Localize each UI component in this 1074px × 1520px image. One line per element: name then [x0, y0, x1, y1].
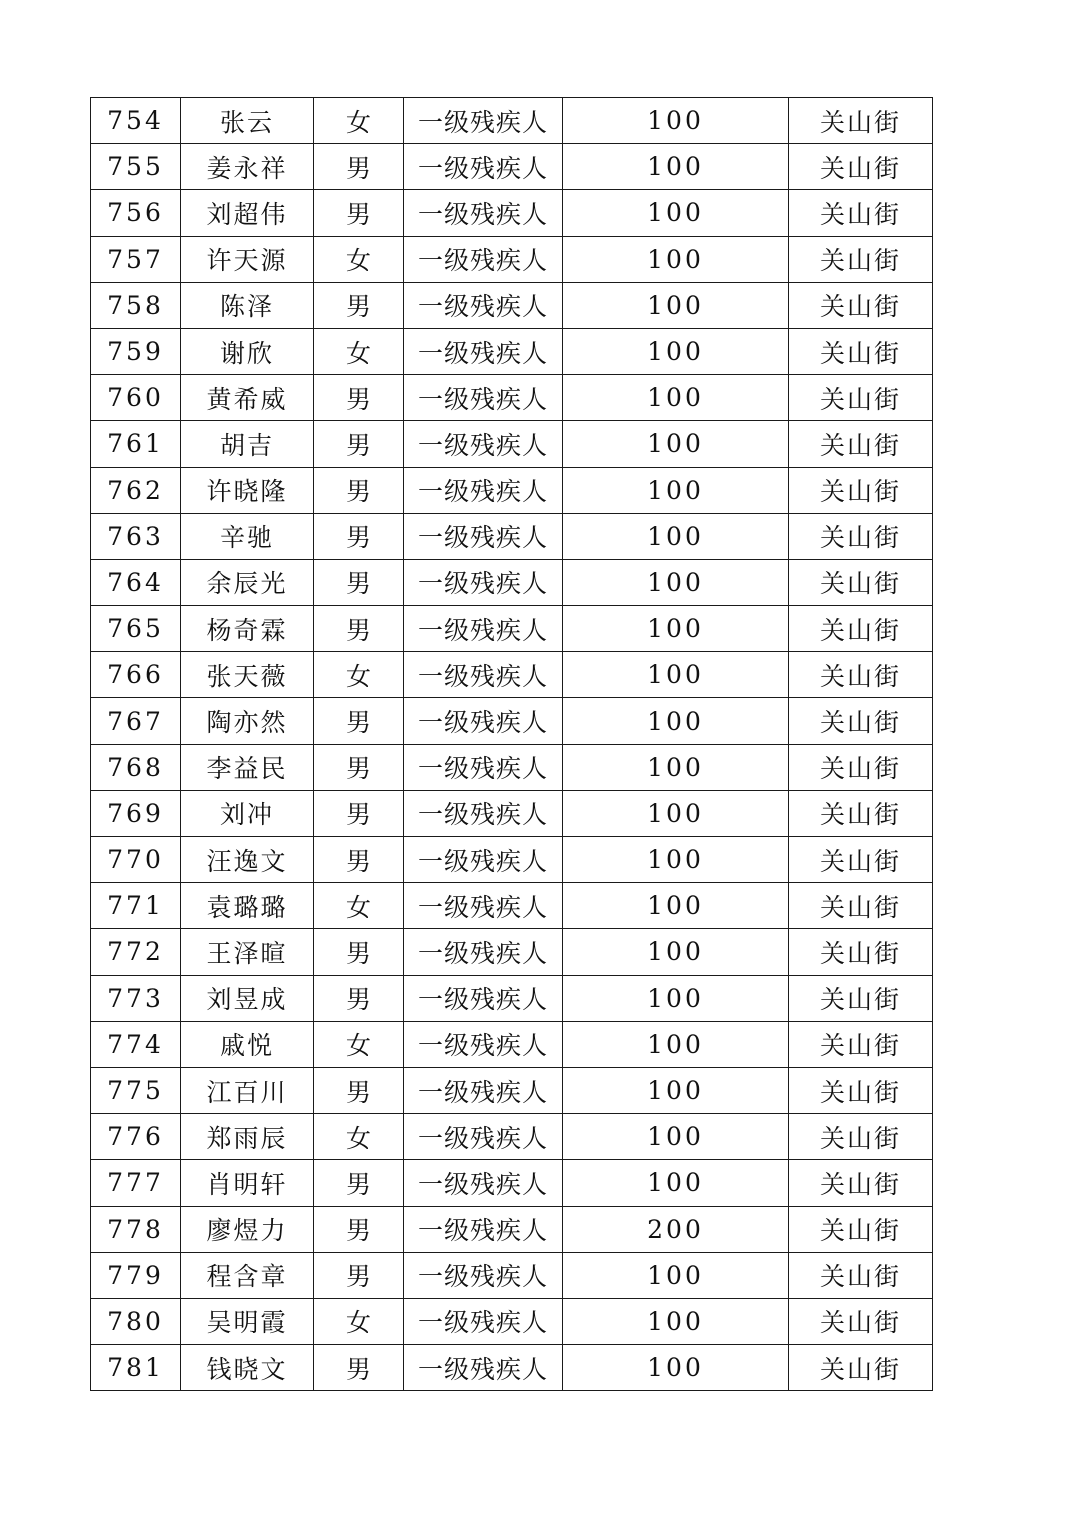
- street-cell: 关山街: [789, 190, 933, 236]
- amount-cell: 100: [563, 1345, 789, 1391]
- gender-cell: 女: [314, 236, 404, 282]
- name-cell: 胡吉: [181, 421, 314, 467]
- gender-cell: 男: [314, 1345, 404, 1391]
- gender-cell: 男: [314, 698, 404, 744]
- amount-cell: 100: [563, 513, 789, 559]
- disability-level-cell: 一级残疾人: [404, 467, 563, 513]
- serial-number-cell: 760: [91, 375, 181, 421]
- street-cell: 关山街: [789, 144, 933, 190]
- amount-cell: 100: [563, 328, 789, 374]
- serial-number-cell: 767: [91, 698, 181, 744]
- amount-cell: 100: [563, 975, 789, 1021]
- gender-cell: 男: [314, 1067, 404, 1113]
- table-row: [91, 236, 933, 282]
- table-row: [91, 513, 933, 559]
- amount-cell: 100: [563, 837, 789, 883]
- street-cell: 关山街: [789, 1206, 933, 1252]
- gender-cell: 男: [314, 421, 404, 467]
- name-cell: 程含章: [181, 1252, 314, 1298]
- disability-level-cell: 一级残疾人: [404, 744, 563, 790]
- name-cell: 戚悦: [181, 1021, 314, 1067]
- street-cell: 关山街: [789, 698, 933, 744]
- serial-number-cell: 774: [91, 1021, 181, 1067]
- serial-number-cell: 775: [91, 1067, 181, 1113]
- gender-cell: 女: [314, 98, 404, 144]
- amount-cell: 200: [563, 1206, 789, 1252]
- street-cell: 关山街: [789, 559, 933, 605]
- amount-cell: 100: [563, 652, 789, 698]
- name-cell: 陶亦然: [181, 698, 314, 744]
- name-cell: 谢欣: [181, 328, 314, 374]
- gender-cell: 男: [314, 606, 404, 652]
- street-cell: 关山街: [789, 790, 933, 836]
- amount-cell: 100: [563, 144, 789, 190]
- table-row: [91, 98, 933, 144]
- serial-number-cell: 754: [91, 98, 181, 144]
- amount-cell: 100: [563, 375, 789, 421]
- gender-cell: 男: [314, 513, 404, 559]
- name-cell: 姜永祥: [181, 144, 314, 190]
- street-cell: 关山街: [789, 883, 933, 929]
- disability-level-cell: 一级残疾人: [404, 144, 563, 190]
- street-cell: 关山街: [789, 1021, 933, 1067]
- table-row: [91, 1345, 933, 1391]
- table-row: [91, 559, 933, 605]
- name-cell: 陈泽: [181, 282, 314, 328]
- table-row: [91, 144, 933, 190]
- name-cell: 江百川: [181, 1067, 314, 1113]
- name-cell: 张天薇: [181, 652, 314, 698]
- name-cell: 许天源: [181, 236, 314, 282]
- serial-number-cell: 777: [91, 1160, 181, 1206]
- street-cell: 关山街: [789, 98, 933, 144]
- gender-cell: 男: [314, 744, 404, 790]
- street-cell: 关山街: [789, 467, 933, 513]
- serial-number-cell: 780: [91, 1298, 181, 1344]
- name-cell: 吴明霞: [181, 1298, 314, 1344]
- gender-cell: 男: [314, 467, 404, 513]
- serial-number-cell: 763: [91, 513, 181, 559]
- amount-cell: 100: [563, 1252, 789, 1298]
- amount-cell: 100: [563, 559, 789, 605]
- table-row: [91, 883, 933, 929]
- disability-level-cell: 一级残疾人: [404, 421, 563, 467]
- name-cell: 刘昱成: [181, 975, 314, 1021]
- gender-cell: 男: [314, 790, 404, 836]
- disability-level-cell: 一级残疾人: [404, 513, 563, 559]
- serial-number-cell: 758: [91, 282, 181, 328]
- serial-number-cell: 761: [91, 421, 181, 467]
- table-row: [91, 975, 933, 1021]
- disability-level-cell: 一级残疾人: [404, 975, 563, 1021]
- gender-cell: 男: [314, 1160, 404, 1206]
- table-row: [91, 467, 933, 513]
- street-cell: 关山街: [789, 513, 933, 559]
- name-cell: 余辰光: [181, 559, 314, 605]
- amount-cell: 100: [563, 190, 789, 236]
- name-cell: 肖明轩: [181, 1160, 314, 1206]
- gender-cell: 女: [314, 1114, 404, 1160]
- street-cell: 关山街: [789, 328, 933, 374]
- disability-level-cell: 一级残疾人: [404, 929, 563, 975]
- name-cell: 张云: [181, 98, 314, 144]
- amount-cell: 100: [563, 744, 789, 790]
- amount-cell: 100: [563, 1160, 789, 1206]
- amount-cell: 100: [563, 698, 789, 744]
- name-cell: 钱晓文: [181, 1345, 314, 1391]
- gender-cell: 男: [314, 282, 404, 328]
- disability-level-cell: 一级残疾人: [404, 282, 563, 328]
- amount-cell: 100: [563, 421, 789, 467]
- amount-cell: 100: [563, 606, 789, 652]
- gender-cell: 女: [314, 652, 404, 698]
- disability-level-cell: 一级残疾人: [404, 190, 563, 236]
- amount-cell: 100: [563, 883, 789, 929]
- street-cell: 关山街: [789, 652, 933, 698]
- street-cell: 关山街: [789, 1252, 933, 1298]
- table-row: [91, 375, 933, 421]
- serial-number-cell: 781: [91, 1345, 181, 1391]
- disability-level-cell: 一级残疾人: [404, 236, 563, 282]
- gender-cell: 男: [314, 559, 404, 605]
- serial-number-cell: 766: [91, 652, 181, 698]
- serial-number-cell: 764: [91, 559, 181, 605]
- street-cell: 关山街: [789, 1160, 933, 1206]
- table-row: [91, 1252, 933, 1298]
- serial-number-cell: 765: [91, 606, 181, 652]
- table-row: [91, 1114, 933, 1160]
- disability-level-cell: 一级残疾人: [404, 98, 563, 144]
- table-row: [91, 929, 933, 975]
- amount-cell: 100: [563, 282, 789, 328]
- disability-level-cell: 一级残疾人: [404, 652, 563, 698]
- street-cell: 关山街: [789, 837, 933, 883]
- disability-level-cell: 一级残疾人: [404, 1160, 563, 1206]
- name-cell: 廖煜力: [181, 1206, 314, 1252]
- name-cell: 王泽暄: [181, 929, 314, 975]
- table-row: [91, 421, 933, 467]
- disability-level-cell: 一级残疾人: [404, 1252, 563, 1298]
- table-row: [91, 328, 933, 374]
- table-row: [91, 1160, 933, 1206]
- table-row: [91, 837, 933, 883]
- disability-level-cell: 一级残疾人: [404, 883, 563, 929]
- name-cell: 郑雨辰: [181, 1114, 314, 1160]
- serial-number-cell: 776: [91, 1114, 181, 1160]
- serial-number-cell: 759: [91, 328, 181, 374]
- street-cell: 关山街: [789, 929, 933, 975]
- table-row: [91, 190, 933, 236]
- name-cell: 刘冲: [181, 790, 314, 836]
- gender-cell: 男: [314, 975, 404, 1021]
- amount-cell: 100: [563, 1021, 789, 1067]
- serial-number-cell: 757: [91, 236, 181, 282]
- table-row: [91, 1021, 933, 1067]
- disability-level-cell: 一级残疾人: [404, 375, 563, 421]
- amount-cell: 100: [563, 1298, 789, 1344]
- gender-cell: 男: [314, 190, 404, 236]
- roster-table-body: [91, 98, 933, 1391]
- disability-level-cell: 一级残疾人: [404, 1021, 563, 1067]
- amount-cell: 100: [563, 236, 789, 282]
- name-cell: 刘超伟: [181, 190, 314, 236]
- amount-cell: 100: [563, 1114, 789, 1160]
- street-cell: 关山街: [789, 1298, 933, 1344]
- table-row: [91, 698, 933, 744]
- serial-number-cell: 773: [91, 975, 181, 1021]
- disability-level-cell: 一级残疾人: [404, 559, 563, 605]
- serial-number-cell: 772: [91, 929, 181, 975]
- gender-cell: 女: [314, 328, 404, 374]
- street-cell: 关山街: [789, 1345, 933, 1391]
- street-cell: 关山街: [789, 744, 933, 790]
- gender-cell: 女: [314, 1298, 404, 1344]
- table-row: [91, 1067, 933, 1113]
- gender-cell: 女: [314, 1021, 404, 1067]
- name-cell: 汪逸文: [181, 837, 314, 883]
- disability-level-cell: 一级残疾人: [404, 1067, 563, 1113]
- table-row: [91, 652, 933, 698]
- street-cell: 关山街: [789, 1114, 933, 1160]
- gender-cell: 男: [314, 1252, 404, 1298]
- table-row: [91, 1206, 933, 1252]
- disability-level-cell: 一级残疾人: [404, 328, 563, 374]
- gender-cell: 男: [314, 1206, 404, 1252]
- street-cell: 关山街: [789, 606, 933, 652]
- street-cell: 关山街: [789, 421, 933, 467]
- name-cell: 李益民: [181, 744, 314, 790]
- serial-number-cell: 768: [91, 744, 181, 790]
- disability-level-cell: 一级残疾人: [404, 1206, 563, 1252]
- street-cell: 关山街: [789, 975, 933, 1021]
- amount-cell: 100: [563, 98, 789, 144]
- table-row: [91, 606, 933, 652]
- disability-level-cell: 一级残疾人: [404, 1298, 563, 1344]
- street-cell: 关山街: [789, 1067, 933, 1113]
- name-cell: 辛驰: [181, 513, 314, 559]
- name-cell: 黄希威: [181, 375, 314, 421]
- street-cell: 关山街: [789, 375, 933, 421]
- disability-level-cell: 一级残疾人: [404, 606, 563, 652]
- street-cell: 关山街: [789, 236, 933, 282]
- amount-cell: 100: [563, 929, 789, 975]
- roster-table: [90, 97, 933, 1391]
- table-row: [91, 790, 933, 836]
- gender-cell: 女: [314, 883, 404, 929]
- amount-cell: 100: [563, 790, 789, 836]
- street-cell: 关山街: [789, 282, 933, 328]
- serial-number-cell: 769: [91, 790, 181, 836]
- table-row: [91, 1298, 933, 1344]
- disability-level-cell: 一级残疾人: [404, 698, 563, 744]
- gender-cell: 男: [314, 837, 404, 883]
- serial-number-cell: 778: [91, 1206, 181, 1252]
- disability-level-cell: 一级残疾人: [404, 837, 563, 883]
- amount-cell: 100: [563, 467, 789, 513]
- name-cell: 杨奇霖: [181, 606, 314, 652]
- table-row: [91, 282, 933, 328]
- gender-cell: 男: [314, 375, 404, 421]
- serial-number-cell: 779: [91, 1252, 181, 1298]
- serial-number-cell: 771: [91, 883, 181, 929]
- table-row: [91, 744, 933, 790]
- serial-number-cell: 770: [91, 837, 181, 883]
- disability-level-cell: 一级残疾人: [404, 1114, 563, 1160]
- serial-number-cell: 756: [91, 190, 181, 236]
- gender-cell: 男: [314, 144, 404, 190]
- disability-level-cell: 一级残疾人: [404, 790, 563, 836]
- disability-level-cell: 一级残疾人: [404, 1345, 563, 1391]
- serial-number-cell: 755: [91, 144, 181, 190]
- name-cell: 许晓隆: [181, 467, 314, 513]
- amount-cell: 100: [563, 1067, 789, 1113]
- gender-cell: 男: [314, 929, 404, 975]
- serial-number-cell: 762: [91, 467, 181, 513]
- name-cell: 袁璐璐: [181, 883, 314, 929]
